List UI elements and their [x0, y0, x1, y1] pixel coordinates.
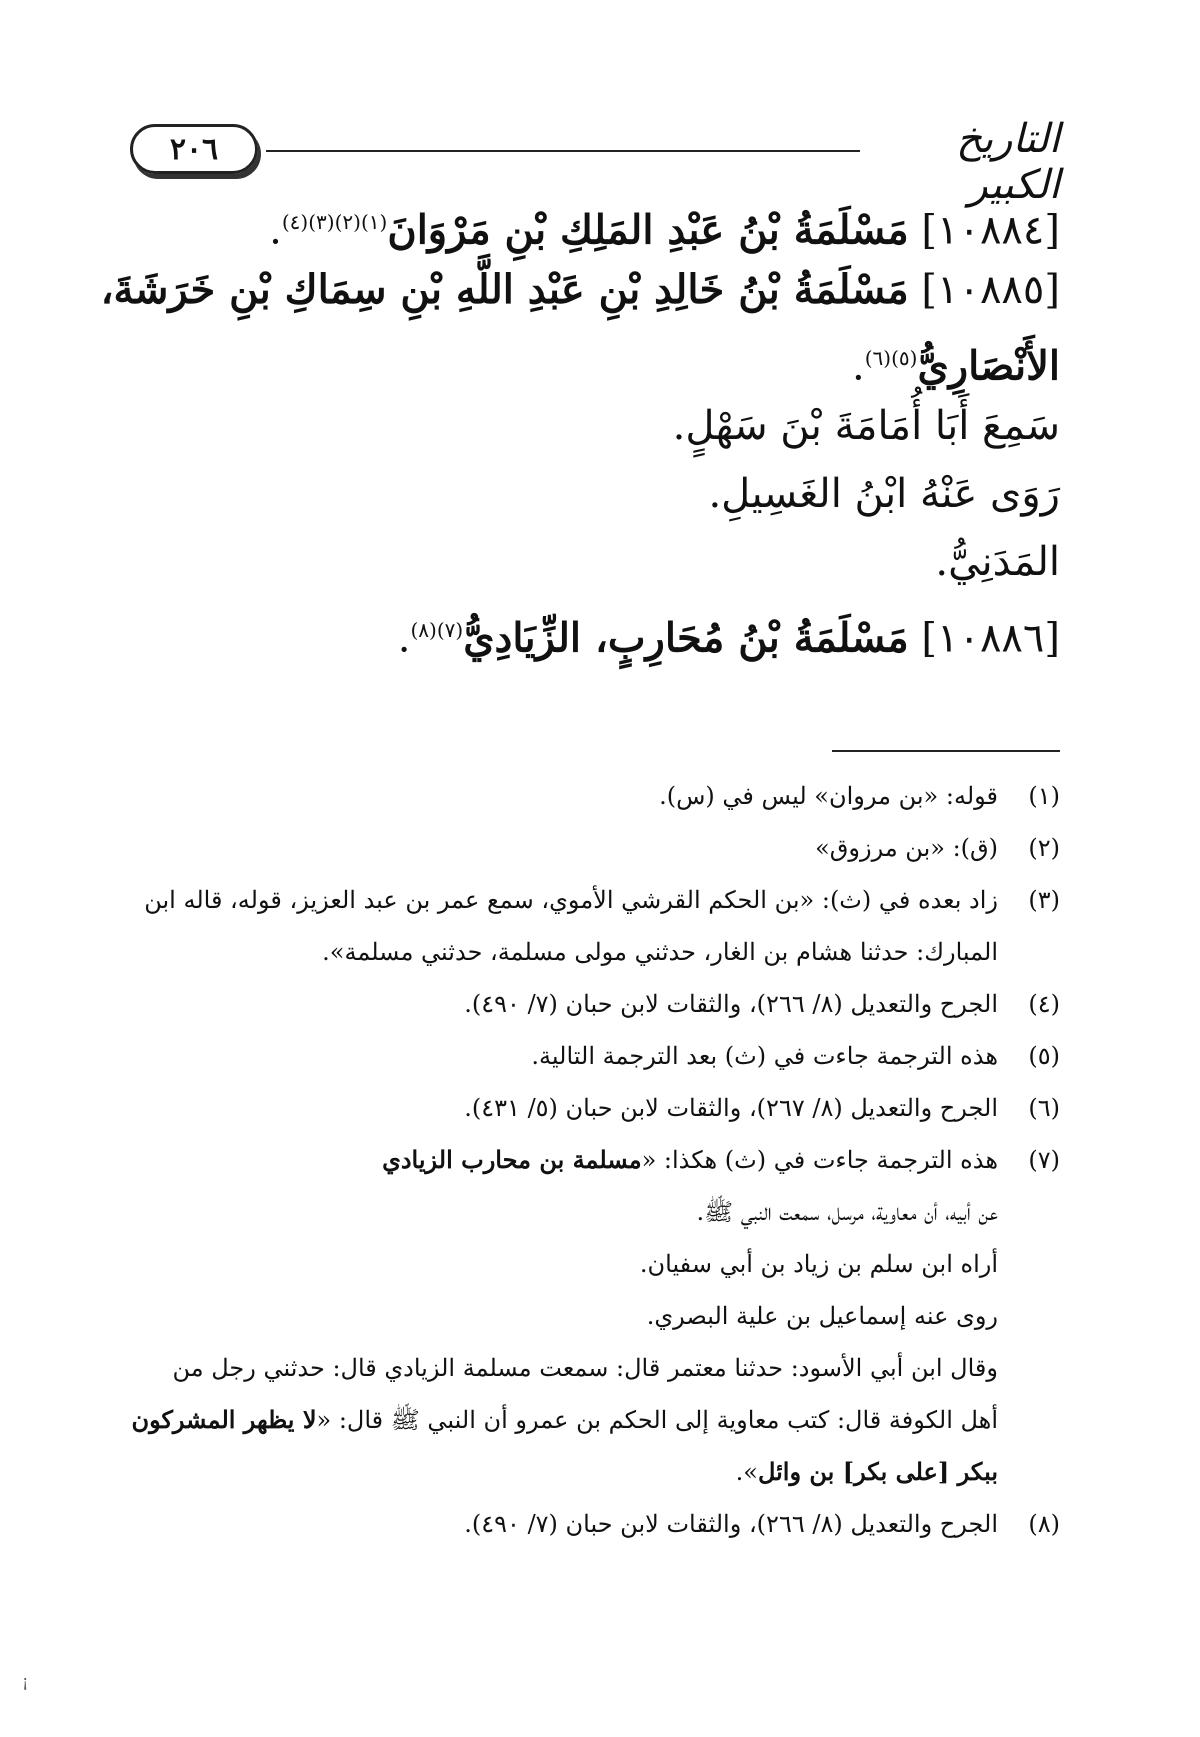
footnote-7-line: أراه ابن سلم بن زياد بن أبي سفيان. — [639, 1250, 998, 1278]
footnote-number: (٦) — [1028, 1094, 1060, 1122]
footnote-number: (١) — [1028, 782, 1060, 810]
footnote-text: زاد بعده في (ث): «بن الحكم القرشي الأموي، سمع عمر بن عبد العزيز، قوله، قاله ابن — [144, 886, 998, 914]
footnote-number: (٢) — [1028, 834, 1060, 862]
footnote-text: الجرح والتعديل (٨/ ٢٦٦)، والثقات لابن حبان (٧/ ٤٩٠). — [464, 990, 998, 1018]
entry-10886 — [130, 596, 1060, 664]
footnote-number: (٧) — [1028, 1146, 1060, 1174]
footnote-number: (٣) — [1028, 886, 1060, 914]
corner-mark: ¡ — [22, 1672, 29, 1691]
entry-10884 — [130, 188, 1060, 256]
bold-quote: لا يظهر المشركون — [131, 1405, 317, 1434]
entry-number: [١٠٨٨٦] — [921, 615, 1060, 662]
header-rule — [266, 150, 860, 152]
entry-name-cont: الأَنْصَارِيُّ — [917, 342, 1060, 390]
footnote-7-line: أهل الكوفة قال: كتب معاوية إلى الحكم بن عمرو أن النبي ﷺ قال: «لا يظهر المشركون — [131, 1405, 998, 1434]
footnote-text: الجرح والتعديل (٨/ ٢٦٧)، والثقات لابن حبان (٥/ ٤٣١). — [464, 1094, 998, 1122]
footnote-7 — [130, 1134, 1060, 1186]
footnote-separator — [832, 750, 1060, 752]
footnote-refs: (٧)(٨) — [410, 618, 464, 642]
footnotes — [130, 770, 1060, 1550]
footnote-refs: (٥)(٦) — [864, 346, 918, 370]
bold-quote: ببكر [على بكر] بن وائل — [757, 1457, 998, 1486]
entry-10885-cont — [130, 324, 1060, 392]
footnote-1 — [130, 770, 1060, 822]
footnote-text: الجرح والتعديل (٨/ ٢٦٦)، والثقات لابن حبان (٧/ ٤٩٠). — [464, 1510, 998, 1538]
footnote-text: هذه الترجمة جاءت في (ث) هكذا: «مسلمة بن محارب الزيادي — [382, 1145, 998, 1174]
footnote-2 — [130, 822, 1060, 874]
narration-line: سَمِعَ أَبَا أُمَامَةَ بْنَ سَهْلٍ. — [672, 403, 1060, 449]
entry-name: مَسْلَمَةُ بْنُ مُحَارِبٍ، الزِّيَادِيُّ — [463, 614, 909, 662]
entry-10885 — [100, 256, 1060, 324]
entry-name: مَسْلَمَةُ بْنُ خَالِدِ بْنِ عَبْدِ اللَّهِ بْنِ سِمَاكِ بْنِ خَرَشَةَ، — [100, 266, 909, 313]
main-text — [100, 188, 1060, 664]
footnote-refs: (١)(٢)(٣)(٤) — [281, 210, 388, 234]
footnote-number: (٨) — [1028, 1510, 1060, 1538]
entry-name: مَسْلَمَةُ بْنُ عَبْدِ المَلِكِ بْنِ مَرْوَانَ — [387, 206, 909, 254]
footnote-text-cont: المبارك: حدثنا هشام بن الغار، حدثني مولى مسلمة، حدثني مسلمة». — [322, 938, 998, 966]
footnote-5 — [130, 1030, 1060, 1082]
footnote-7-line: ببكر [على بكر] بن وائل». — [735, 1457, 998, 1486]
narration-line: رَوَى عَنْهُ ابْنُ الغَسِيلِ. — [708, 471, 1060, 517]
bold-heading: مسلمة بن محارب الزيادي — [382, 1145, 642, 1174]
entry-end: . — [269, 207, 282, 254]
footnote-text: قوله: «بن مروان» ليس في (س). — [659, 782, 998, 810]
nisba-line: المَدَنِيُّ. — [935, 539, 1060, 585]
entry-end: . — [851, 343, 865, 390]
footnote-6 — [130, 1082, 1060, 1134]
page-header — [130, 112, 1060, 208]
page-number-badge: ٢٠٦ — [130, 124, 258, 174]
footnote-7-line: روى عنه إسماعيل بن علية البصري. — [646, 1302, 998, 1330]
entry-end: . — [397, 615, 411, 662]
entry-number: [١٠٨٨٥] — [921, 267, 1060, 313]
entry-number: [١٠٨٨٤] — [921, 207, 1060, 254]
footnote-8 — [130, 1498, 1060, 1550]
footnote-7-line: وقال ابن أبي الأسود: حدثنا معتمر قال: سمعت مسلمة الزيادي قال: حدثني رجل من — [172, 1354, 998, 1382]
footnote-number: (٥) — [1028, 1042, 1060, 1070]
book-title: التاريخ الكبير — [956, 116, 1060, 208]
footnote-3 — [130, 874, 1060, 978]
footnote-number: (٤) — [1028, 990, 1060, 1018]
footnote-text: هذه الترجمة جاءت في (ث) بعد الترجمة التالية. — [531, 1042, 998, 1070]
footnote-7-line: عن أبيه، أن معاوية، مرسل، سمعت النبي ﷺ. — [696, 1198, 998, 1226]
footnote-text: (ق): «بن مرزوق» — [815, 834, 998, 862]
footnote-4 — [130, 978, 1060, 1030]
